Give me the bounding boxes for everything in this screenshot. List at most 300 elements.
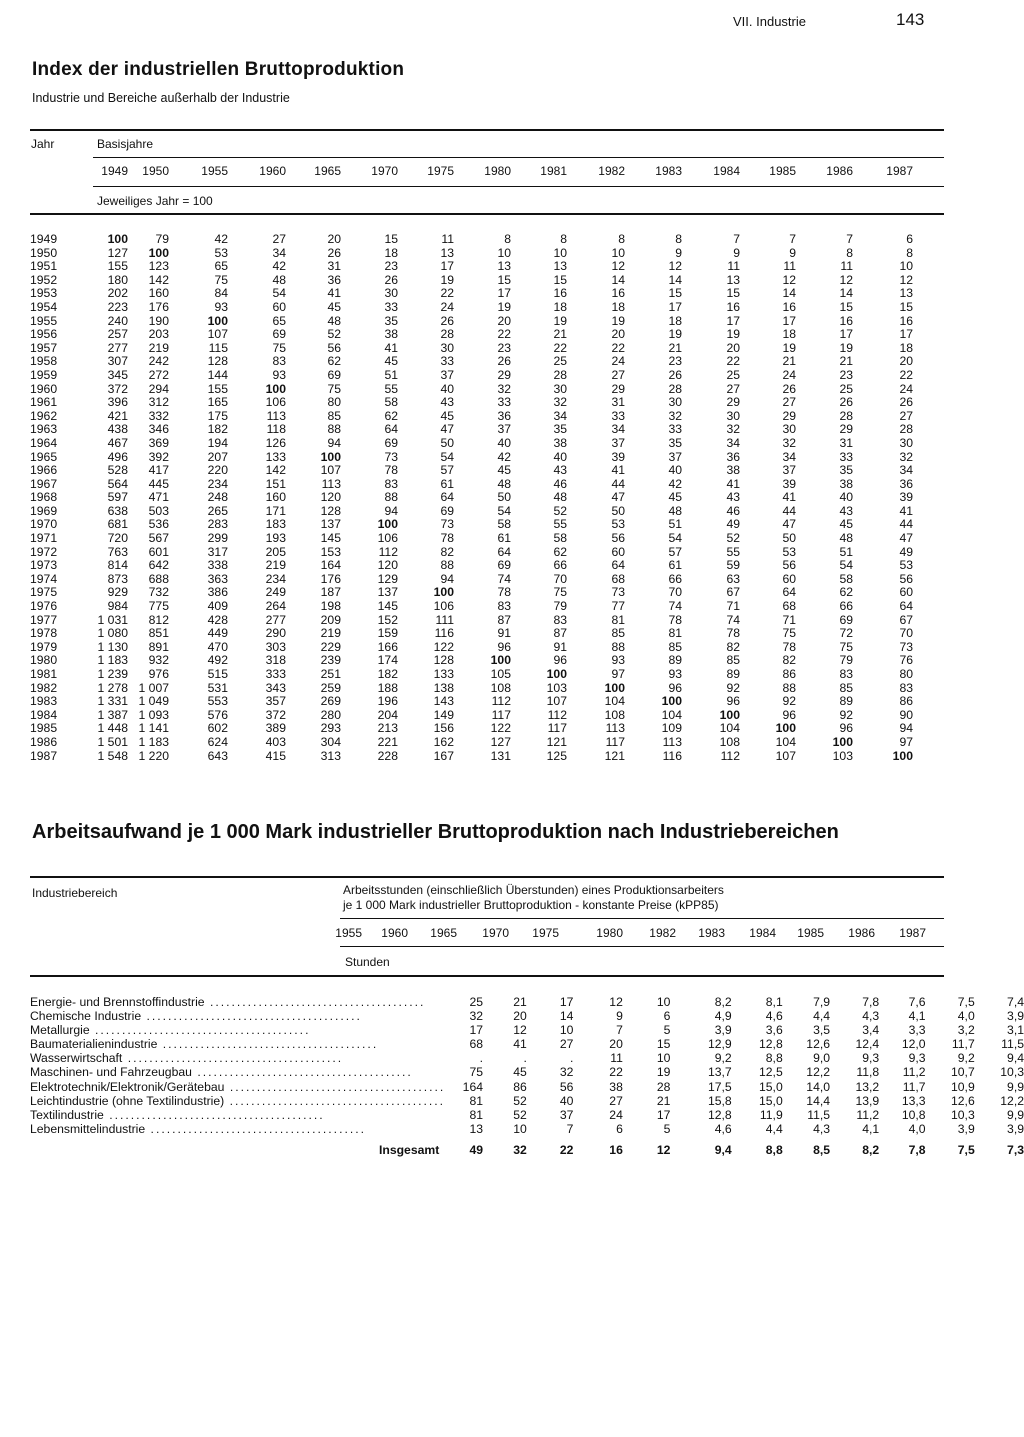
index-cell: 116 xyxy=(434,626,454,641)
work-table-title: Arbeitsaufwand je 1 000 Mark industrieller Bruttoproduktion nach Industriebereichen xyxy=(32,821,839,843)
work-cell: 40 xyxy=(559,1093,574,1108)
index-cell: 53 xyxy=(214,245,228,260)
year-cell: 1979 xyxy=(30,639,58,654)
index-cell: 1 220 xyxy=(138,748,169,763)
index-cell: 229 xyxy=(320,639,341,654)
year-cell: 1987 xyxy=(30,748,58,763)
index-cell: 19 xyxy=(553,313,567,328)
table-row xyxy=(30,342,913,356)
work-cell: 4,0 xyxy=(957,1009,975,1024)
index-cell: 111 xyxy=(435,612,454,627)
work-cell: 7,5 xyxy=(957,995,975,1009)
work-cell: 8,2 xyxy=(862,1142,880,1157)
table-row xyxy=(30,355,913,369)
index-cell: 159 xyxy=(377,626,398,641)
index-cell: 106 xyxy=(433,599,454,614)
index-cell: 68 xyxy=(782,599,796,614)
work-cell: 5 xyxy=(663,1121,671,1136)
index-cell: 48 xyxy=(327,313,341,328)
index-cell: 69 xyxy=(440,503,454,518)
rule-top xyxy=(30,129,944,131)
work-cell: 27 xyxy=(609,1093,623,1108)
work-cell: 16 xyxy=(609,1142,623,1157)
work-cell: 14,4 xyxy=(806,1093,831,1108)
index-cell: 277 xyxy=(107,340,128,355)
index-cell: 103 xyxy=(546,680,567,695)
work-cell: 86 xyxy=(513,1079,527,1094)
index-cell: 85 xyxy=(668,639,682,654)
index-cell: 47 xyxy=(440,422,454,437)
work-cell: 7,4 xyxy=(1007,995,1024,1009)
index-cell: 1 183 xyxy=(97,653,128,668)
index-cell: 90 xyxy=(899,707,913,722)
year-cell: 1952 xyxy=(30,272,58,287)
index-cell: 100 xyxy=(490,653,511,668)
index-cell: 137 xyxy=(320,517,341,532)
index-cell: 445 xyxy=(148,476,169,491)
index-cell: 165 xyxy=(207,395,228,410)
base-year-header: 1970 xyxy=(371,164,398,178)
year-cell: 1968 xyxy=(30,490,58,505)
index-cell: 50 xyxy=(497,490,511,505)
table-row xyxy=(30,668,913,682)
work-year-header: 1983 xyxy=(698,926,725,940)
year-cell: 1954 xyxy=(30,299,58,314)
bereich-name: Maschinen- und Fahrzeugbau xyxy=(30,1065,192,1080)
index-cell: 44 xyxy=(899,517,913,532)
base-year-header: 1960 xyxy=(259,164,286,178)
work-cell: 38 xyxy=(609,1079,623,1094)
index-cell: 94 xyxy=(327,435,341,450)
index-cell: 62 xyxy=(839,585,853,600)
index-cell: 66 xyxy=(839,599,853,614)
work-cell: 3,3 xyxy=(908,1023,926,1038)
index-cell: 107 xyxy=(546,694,567,709)
index-cell: 7 xyxy=(789,232,796,246)
index-cell: 51 xyxy=(668,517,682,532)
index-cell: 15 xyxy=(497,272,511,287)
bereich-name: Baumaterialienindustrie xyxy=(30,1037,158,1052)
work-cell: 13,9 xyxy=(855,1093,880,1108)
index-cell: 17 xyxy=(899,327,913,342)
index-cell: 33 xyxy=(497,395,511,410)
table-row xyxy=(30,369,913,383)
index-cell: 32 xyxy=(782,435,796,450)
index-cell: 75 xyxy=(327,381,341,396)
index-cell: 343 xyxy=(265,680,286,695)
index-cell: 47 xyxy=(782,517,796,532)
index-cell: 30 xyxy=(440,340,454,355)
index-cell: 36 xyxy=(327,272,341,287)
index-cell: 34 xyxy=(611,422,625,437)
table-row xyxy=(30,1051,1024,1065)
index-cell: 346 xyxy=(148,422,169,437)
index-cell: 392 xyxy=(148,449,169,464)
bereich-label xyxy=(30,1037,445,1051)
index-cell: 183 xyxy=(265,517,286,532)
work-cell: 28 xyxy=(656,1079,671,1094)
index-cell: 81 xyxy=(668,626,682,641)
index-cell: 61 xyxy=(440,476,454,491)
index-cell: 145 xyxy=(320,531,341,546)
index-cell: 64 xyxy=(611,558,625,573)
index-cell: 42 xyxy=(272,259,286,274)
work-cell: . xyxy=(479,1051,484,1066)
index-cell: 62 xyxy=(384,408,398,423)
work-cell: 10 xyxy=(513,1121,527,1136)
leader-dots: ........................................ xyxy=(204,995,426,1009)
index-cell: 86 xyxy=(899,694,913,709)
index-cell: 18 xyxy=(553,299,567,314)
work-cell: 14 xyxy=(559,1009,574,1024)
index-cell: 83 xyxy=(497,599,511,614)
work-unit-label: Stunden xyxy=(345,955,390,969)
index-cell: 28 xyxy=(440,327,454,342)
index-cell: 299 xyxy=(207,531,228,546)
index-cell: 15 xyxy=(384,232,398,246)
year-cell: 1978 xyxy=(30,626,58,641)
index-cell: 22 xyxy=(899,367,913,382)
index-cell: 24 xyxy=(440,299,454,314)
table-row xyxy=(30,287,913,301)
index-cell: 265 xyxy=(207,503,228,518)
work-cell: 8,5 xyxy=(813,1142,831,1157)
index-cell: 7 xyxy=(733,232,740,246)
index-cell: 228 xyxy=(377,748,398,763)
index-cell: 83 xyxy=(553,612,567,627)
work-cell: 12,0 xyxy=(901,1037,926,1052)
index-cell: 83 xyxy=(384,476,398,491)
index-cell: 601 xyxy=(148,544,169,559)
index-cell: 19 xyxy=(782,340,796,355)
index-cell: 20 xyxy=(327,232,341,246)
index-cell: 891 xyxy=(148,639,169,654)
index-cell: 137 xyxy=(377,585,398,600)
work-cell: 6 xyxy=(663,1009,671,1024)
index-cell: 78 xyxy=(668,612,682,627)
work-cell: 22 xyxy=(559,1142,574,1157)
index-cell: 22 xyxy=(726,354,740,369)
base-year-header: 1965 xyxy=(314,164,341,178)
work-cell: 27 xyxy=(559,1037,574,1052)
index-cell: 84 xyxy=(214,286,228,301)
index-cell: 96 xyxy=(553,653,567,668)
work-cell: . xyxy=(570,1051,574,1066)
index-cell: 142 xyxy=(265,463,286,478)
index-cell: 155 xyxy=(107,259,128,274)
index-cell: 763 xyxy=(107,544,128,559)
index-cell: 536 xyxy=(148,517,169,532)
index-cell: 47 xyxy=(899,531,913,546)
index-cell: 53 xyxy=(782,544,796,559)
index-cell: 118 xyxy=(266,422,286,437)
index-cell: 44 xyxy=(782,503,796,518)
index-cell: 9 xyxy=(675,245,682,260)
work-cell: 12,6 xyxy=(806,1037,831,1052)
index-cell: 100 xyxy=(604,680,625,695)
index-cell: 40 xyxy=(440,381,454,396)
index-cell: 8 xyxy=(560,232,567,246)
index-cell: 79 xyxy=(155,232,169,246)
index-cell: 87 xyxy=(497,612,511,627)
work-cell: 20 xyxy=(609,1037,623,1052)
index-cell: 29 xyxy=(839,422,853,437)
index-cell: 345 xyxy=(107,367,128,382)
index-cell: 78 xyxy=(440,531,454,546)
work-cell: 9,0 xyxy=(813,1051,831,1066)
index-cell: 33 xyxy=(384,299,398,314)
index-cell: 81 xyxy=(611,612,625,627)
table-row xyxy=(30,995,1024,1009)
index-cell: 128 xyxy=(433,653,454,668)
index-cell: 576 xyxy=(207,707,228,722)
index-cell: 34 xyxy=(553,408,567,423)
work-cell: 45 xyxy=(513,1065,527,1080)
work-year-header: 1975 xyxy=(532,926,559,940)
work-cell: 6 xyxy=(616,1121,623,1136)
index-cell: 60 xyxy=(782,571,796,586)
table-row xyxy=(30,328,913,342)
bereich-label xyxy=(30,1023,445,1037)
index-cell: 409 xyxy=(207,599,228,614)
index-cell: 91 xyxy=(553,639,567,654)
index-cell: 94 xyxy=(384,503,398,518)
base-years-label: Basisjahre xyxy=(97,137,154,151)
index-cell: 26 xyxy=(899,395,913,410)
index-cell: 11 xyxy=(727,259,740,274)
index-cell: 528 xyxy=(107,463,128,478)
bereich-name: Leichtindustrie (ohne Textilindustrie) xyxy=(30,1093,225,1108)
work-cell: 12,8 xyxy=(759,1037,783,1052)
index-cell: 396 xyxy=(107,395,128,410)
index-cell: 17 xyxy=(668,299,682,314)
index-cell: 74 xyxy=(668,599,682,614)
index-cell: 70 xyxy=(899,626,913,641)
index-cell: 280 xyxy=(320,707,341,722)
base-year-header: 1975 xyxy=(427,164,454,178)
index-cell: 18 xyxy=(899,340,913,355)
index-cell: 27 xyxy=(611,367,625,382)
index-cell: 83 xyxy=(839,667,853,681)
index-cell: 531 xyxy=(207,680,228,695)
index-cell: 85 xyxy=(726,653,740,668)
index-cell: 1 130 xyxy=(97,639,128,654)
col-label-jahr: Jahr xyxy=(31,137,55,151)
index-cell: 34 xyxy=(782,449,796,464)
index-cell: 53 xyxy=(899,558,913,573)
work-cell: 13,3 xyxy=(901,1093,926,1108)
index-cell: 176 xyxy=(148,299,169,314)
index-cell: 75 xyxy=(272,340,286,355)
index-cell: 82 xyxy=(726,639,740,654)
index-cell: 37 xyxy=(668,449,682,464)
work-cell: 52 xyxy=(513,1107,527,1122)
index-cell: 26 xyxy=(839,395,853,410)
index-cell: 242 xyxy=(148,354,169,369)
index-cell: 100 xyxy=(107,232,128,246)
index-cell: 1 183 xyxy=(138,734,169,749)
index-cell: 50 xyxy=(440,435,454,450)
index-cell: 97 xyxy=(611,667,625,681)
index-cell: 75 xyxy=(553,585,567,600)
index-cell: 40 xyxy=(553,449,567,464)
index-cell: 103 xyxy=(832,748,853,763)
table-row xyxy=(30,410,913,424)
table-row xyxy=(30,274,913,288)
index-cell: 332 xyxy=(148,408,169,423)
index-cell: 257 xyxy=(107,327,128,342)
work-cell: 164 xyxy=(462,1079,484,1094)
index-cell: 35 xyxy=(553,422,567,437)
work-cell: 21 xyxy=(513,995,527,1009)
work-cell: 9,3 xyxy=(862,1051,880,1066)
table-row xyxy=(30,451,913,465)
index-cell: 26 xyxy=(497,354,511,369)
index-cell: 638 xyxy=(107,503,128,518)
year-cell: 1985 xyxy=(30,721,58,736)
index-cell: 43 xyxy=(553,463,567,478)
table-row xyxy=(30,1094,1024,1108)
index-cell: 17 xyxy=(782,313,796,328)
index-cell: 117 xyxy=(491,707,511,722)
index-cell: 83 xyxy=(899,680,913,695)
index-cell: 100 xyxy=(377,517,398,532)
index-cell: 22 xyxy=(553,340,567,355)
index-cell: 48 xyxy=(497,476,511,491)
index-cell: 1 049 xyxy=(138,694,169,709)
index-cell: 180 xyxy=(107,272,128,287)
work-cell: 10,9 xyxy=(951,1079,975,1094)
index-cell: 51 xyxy=(839,544,853,559)
index-cell: 33 xyxy=(440,354,454,369)
base-year-header: 1949 xyxy=(101,164,128,178)
index-cell: 40 xyxy=(497,435,511,450)
index-cell: 28 xyxy=(899,422,913,437)
index-cell: 25 xyxy=(839,381,853,396)
index-cell: 17 xyxy=(839,327,853,342)
page-number: 143 xyxy=(896,10,925,29)
index-cell: 30 xyxy=(384,286,398,301)
index-cell: 272 xyxy=(148,367,169,382)
index-cell: 65 xyxy=(214,259,228,274)
year-cell: 1971 xyxy=(30,531,58,546)
leader-dots: ........................................ xyxy=(224,1093,446,1108)
table-row xyxy=(30,559,913,573)
index-cell: 13 xyxy=(440,245,454,260)
index-cell: 40 xyxy=(839,490,853,505)
index-cell: 61 xyxy=(668,558,682,573)
index-cell: 45 xyxy=(839,517,853,532)
index-cell: 41 xyxy=(611,463,625,478)
index-cell: 239 xyxy=(320,653,341,668)
index-cell: 8 xyxy=(504,232,511,246)
index-cell: 122 xyxy=(490,721,511,736)
rule-years xyxy=(93,186,944,187)
index-cell: 21 xyxy=(839,354,853,369)
work-cell: 10 xyxy=(656,995,671,1009)
index-cell: 52 xyxy=(327,327,341,342)
index-cell: 35 xyxy=(384,313,398,328)
index-cell: 52 xyxy=(726,531,740,546)
work-cell: 9,9 xyxy=(1007,1079,1024,1094)
work-year-header: 1965 xyxy=(430,926,457,940)
work-cell: 4,4 xyxy=(813,1009,831,1024)
index-cell: 438 xyxy=(107,422,128,437)
index-cell: 567 xyxy=(148,531,169,546)
index-cell: 56 xyxy=(899,571,913,586)
index-cell: 204 xyxy=(377,707,398,722)
index-cell: 681 xyxy=(107,517,128,532)
index-cell: 50 xyxy=(611,503,625,518)
index-cell: 48 xyxy=(668,503,682,518)
index-cell: 128 xyxy=(320,503,341,518)
index-cell: 234 xyxy=(207,476,228,491)
index-cell: 104 xyxy=(604,694,625,709)
index-cell: 207 xyxy=(207,449,228,464)
index-cell: 14 xyxy=(782,286,796,301)
work-cell: 3,4 xyxy=(862,1023,880,1038)
index-cell: 175 xyxy=(207,408,228,423)
index-cell: 112 xyxy=(547,707,567,722)
index-cell: 61 xyxy=(497,531,511,546)
index-cell: 164 xyxy=(320,558,341,573)
leader-dots: ........................................ xyxy=(145,1121,367,1136)
year-cell: 1975 xyxy=(30,585,58,600)
index-cell: 19 xyxy=(839,340,853,355)
index-cell: 115 xyxy=(208,340,228,355)
index-cell: 117 xyxy=(605,734,625,749)
work-year-header: 1982 xyxy=(649,926,676,940)
work-cell: 4,1 xyxy=(862,1121,880,1136)
index-cell: 932 xyxy=(148,653,169,668)
index-cell: 386 xyxy=(207,585,228,600)
index-cell: 417 xyxy=(148,463,169,478)
index-cell: 100 xyxy=(320,449,341,464)
index-cell: 82 xyxy=(782,653,796,668)
index-cell: 37 xyxy=(440,367,454,382)
work-desc-2: je 1 000 Mark industrieller Bruttoproduktion - konstante Preise (kPP85) xyxy=(343,898,719,912)
index-cell: 109 xyxy=(661,721,682,736)
index-cell: 283 xyxy=(207,517,228,532)
work-cell: 17 xyxy=(469,1023,484,1038)
index-cell: 100 xyxy=(265,381,286,396)
index-cell: 19 xyxy=(497,299,511,314)
work-cell: 11,7 xyxy=(902,1079,926,1094)
index-cell: 67 xyxy=(899,612,913,627)
index-cell: 108 xyxy=(719,734,740,749)
index-cell: 16 xyxy=(782,299,796,314)
index-cell: 25 xyxy=(553,354,567,369)
work-cell: 11,9 xyxy=(759,1107,783,1122)
index-cell: 307 xyxy=(107,354,128,369)
index-cell: 125 xyxy=(546,748,567,763)
work-cell: 24 xyxy=(609,1107,623,1122)
index-cell: 39 xyxy=(782,476,796,491)
index-cell: 34 xyxy=(726,435,740,450)
index-cell: 251 xyxy=(320,667,341,681)
work-cell: 8,1 xyxy=(765,995,783,1009)
index-cell: 1 501 xyxy=(97,734,128,749)
index-cell: 31 xyxy=(839,435,853,450)
index-cell: 29 xyxy=(726,395,740,410)
index-cell: 54 xyxy=(272,286,286,301)
work-cell: 7,9 xyxy=(813,995,831,1009)
index-cell: 100 xyxy=(719,707,740,722)
bereich-name: Textilindustrie xyxy=(30,1107,104,1122)
table-row xyxy=(30,600,913,614)
index-cell: 133 xyxy=(265,449,286,464)
index-cell: 37 xyxy=(497,422,511,437)
